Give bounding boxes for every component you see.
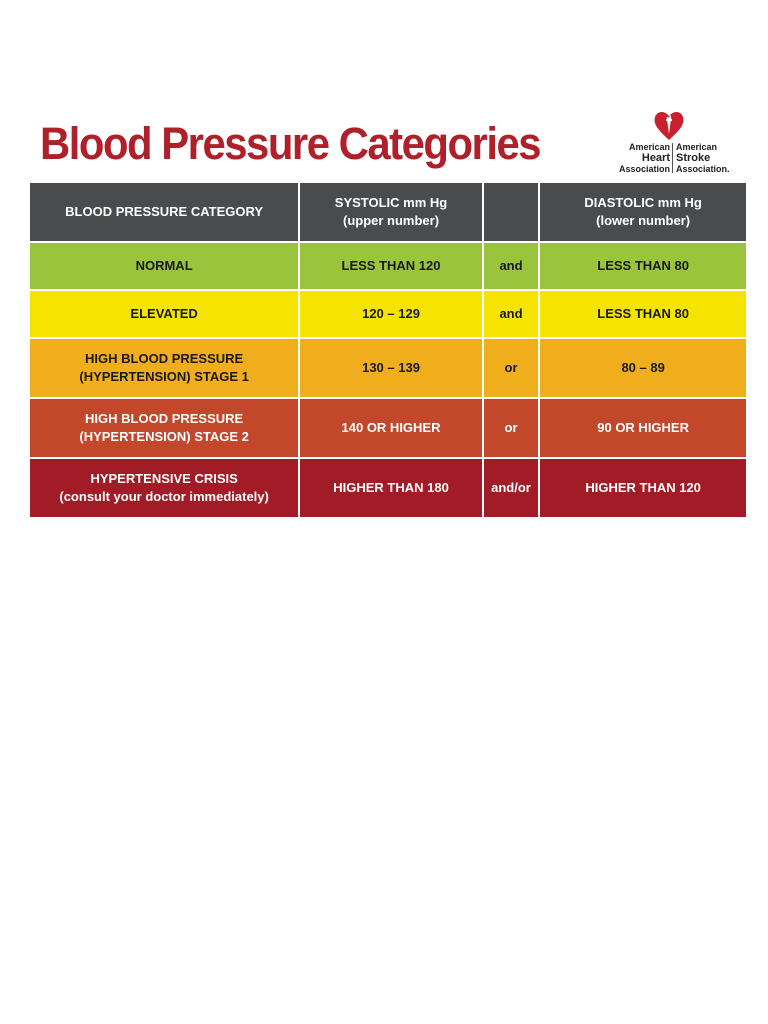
systolic-cell: HIGHER THAN 180	[299, 458, 483, 518]
table-row-elevated	[29, 290, 747, 338]
diastolic-cell: 90 OR HIGHER	[539, 398, 747, 458]
table-row-normal	[29, 242, 747, 290]
header-category: BLOOD PRESSURE CATEGORY	[29, 182, 299, 242]
blood-pressure-table	[28, 181, 748, 519]
systolic-cell: LESS THAN 120	[299, 242, 483, 290]
connector-cell: and	[483, 290, 539, 338]
table-row-crisis	[29, 458, 747, 518]
connector-cell: and/or	[483, 458, 539, 518]
table-row-stage-2	[29, 398, 747, 458]
header-systolic: SYSTOLIC mm Hg (upper number)	[299, 182, 483, 242]
heart-torch-icon	[652, 108, 686, 142]
category-cell: NORMAL	[29, 242, 299, 290]
aha-asa-logo	[612, 108, 732, 174]
header-connector	[483, 182, 539, 242]
aha-wordmark: American Heart Association	[618, 142, 670, 174]
category-cell: HYPERTENSIVE CRISIS (consult your doctor immediately)	[29, 458, 299, 518]
table-header-row	[29, 182, 747, 242]
systolic-cell: 120 – 129	[299, 290, 483, 338]
asa-wordmark: American Stroke Association.	[676, 142, 730, 174]
diastolic-cell: LESS THAN 80	[539, 242, 747, 290]
connector-cell: or	[483, 398, 539, 458]
diastolic-cell: LESS THAN 80	[539, 290, 747, 338]
connector-cell: or	[483, 338, 539, 398]
category-cell: ELEVATED	[29, 290, 299, 338]
table-row-stage-1	[29, 338, 747, 398]
category-cell: HIGH BLOOD PRESSURE (HYPERTENSION) STAGE 1	[29, 338, 299, 398]
systolic-cell: 140 OR HIGHER	[299, 398, 483, 458]
connector-cell: and	[483, 242, 539, 290]
category-cell: HIGH BLOOD PRESSURE (HYPERTENSION) STAGE 2	[29, 398, 299, 458]
header-diastolic: DIASTOLIC mm Hg (lower number)	[539, 182, 747, 242]
page-title: Blood Pressure Categories	[40, 118, 541, 169]
logo-divider	[672, 143, 673, 173]
diastolic-cell: HIGHER THAN 120	[539, 458, 747, 518]
systolic-cell: 130 – 139	[299, 338, 483, 398]
diastolic-cell: 80 – 89	[539, 338, 747, 398]
